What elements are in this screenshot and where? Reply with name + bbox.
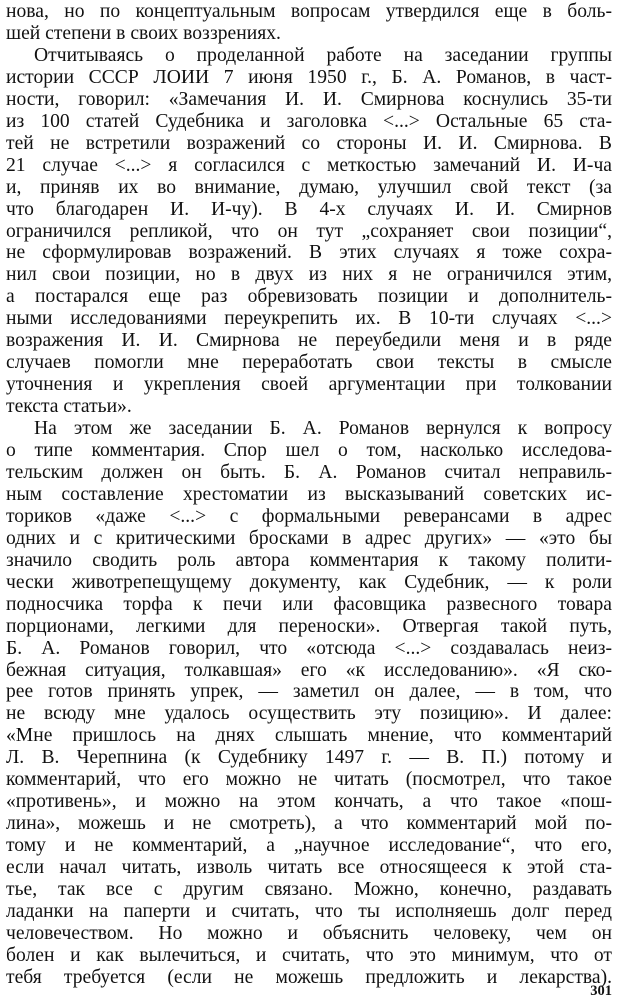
- text-line: что благодарен И. И-чу). В 4-х случаях И. И. Смирнов: [6, 198, 612, 220]
- text-line: 21 случае <...> я согласился с меткостью замечаний И. И-ча: [6, 154, 612, 176]
- text-line: болен и как вылечиться, и считать, что это минимум, что от: [6, 944, 612, 966]
- text-line: случаев помогли мне переработать свои тексты в смысле: [6, 352, 612, 374]
- text-line: истории СССР ЛОИИ 7 июня 1950 г., Б. А. Романов, в част-: [6, 66, 612, 88]
- text-line: Отчитываясь о проделанной работе на заседании группы: [34, 44, 612, 66]
- text-line: одних и с критическими бросками в адрес других» — «это бы: [6, 527, 612, 549]
- text-line: тебя требуется (если не можешь предложить и лекарства).: [6, 966, 612, 988]
- text-line: тельским должен он быть. Б. А. Романов считал неправиль-: [6, 461, 612, 483]
- text-line: ными исследованиями переукрепить их. В 10-ти случаях <...>: [6, 308, 612, 330]
- text-line: и, приняв их во внимание, думаю, улучшил свой текст (за: [6, 176, 612, 198]
- text-line: нил свои позиции, но в двух из них я не ограничился этим,: [6, 264, 612, 286]
- text-line: лина», можешь и не смотреть), а что комментарий мой по-: [6, 813, 612, 835]
- text-line: не сформулировав возражений. В этих случаях я тоже сохра-: [6, 242, 612, 264]
- text-line: а постарался еще раз обревизовать позиции и дополнитель-: [6, 286, 612, 308]
- text-line: если начал читать, изволь читать все относящееся к этой ста-: [6, 857, 612, 878]
- text-line: На этом же заседании Б. А. Романов вернулся к вопросу: [34, 418, 612, 440]
- text-line: тье, так все с другим связано. Можно, конечно, раздавать: [6, 879, 612, 900]
- text-line: рее готов принять упрек, — заметил он далее, — в том, что: [6, 681, 612, 703]
- text-line: не всюду мне удалось осуществить эту позицию». И далее:: [6, 703, 612, 725]
- text-line: ладанки на паперти и считать, что ты исполняешь долг перед: [6, 900, 612, 922]
- text-line: нова, но по концептуальным вопросам утвердился еще в боль-: [6, 1, 612, 22]
- text-line: Л. В. Черепнина (к Судебнику 1497 г. — В. П.) потому и: [6, 747, 612, 769]
- text-line: чески животрепещущему документу, как Судебник, — к роли: [6, 571, 612, 593]
- text-line: комментарий, что его можно не читать (посмотрел, что такое: [6, 769, 612, 791]
- text-line: порционами, легкими для переноски». Отвергая такой путь,: [6, 615, 612, 637]
- text-line: «противень», и можно на этом кончать, а что такое «пош-: [6, 791, 612, 813]
- text-line: ности, говорил: «Замечания И. И. Смирнова коснулись 35-ти: [6, 88, 612, 110]
- text-line: тому и не комментарий, а „научное исследование“, что его,: [6, 835, 612, 857]
- text-line: ториков «даже <...> с формальными реверансами в адрес: [6, 505, 612, 527]
- text-line: «Мне пришлось на днях слышать мнение, что комментарий: [6, 725, 612, 747]
- text-line: Б. А. Романов говорил, что «отсюда <...> создавалась неиз-: [6, 637, 612, 659]
- text-line: ным составление хрестоматии из высказываний советских ис-: [6, 483, 612, 505]
- text-line: ограничился репликой, что он тут „сохраняет свои позиции“,: [6, 220, 612, 242]
- text-line: уточнения и укрепления своей аргументации при толковании: [6, 374, 612, 396]
- text-line: человечеством. Но можно и объяснить человеку, чем он: [6, 922, 612, 944]
- text-line: значило сводить роль автора комментария к такому полити-: [6, 549, 612, 571]
- text-line: тей не встретили возражений со стороны И. И. Смирнова. В: [6, 132, 612, 154]
- text-line: подносчика торфа к печи или фасовщика развесного товара: [6, 593, 612, 615]
- text-line: возражения И. И. Смирнова не переубедили меня и в ряде: [6, 330, 612, 352]
- text-line: текста статьи».: [6, 396, 132, 418]
- page-number: 301: [590, 983, 612, 999]
- text-line: шей степени в своих воззрениях.: [6, 22, 281, 44]
- text-line: о типе комментария. Спор шел о том, насколько исследова-: [6, 440, 612, 461]
- text-line: бежная ситуация, толкавшая» его «к исследованию». «Я ско-: [6, 659, 612, 681]
- text-line: из 100 статей Судебника и заголовка <...> Остальные 65 ста-: [6, 110, 612, 132]
